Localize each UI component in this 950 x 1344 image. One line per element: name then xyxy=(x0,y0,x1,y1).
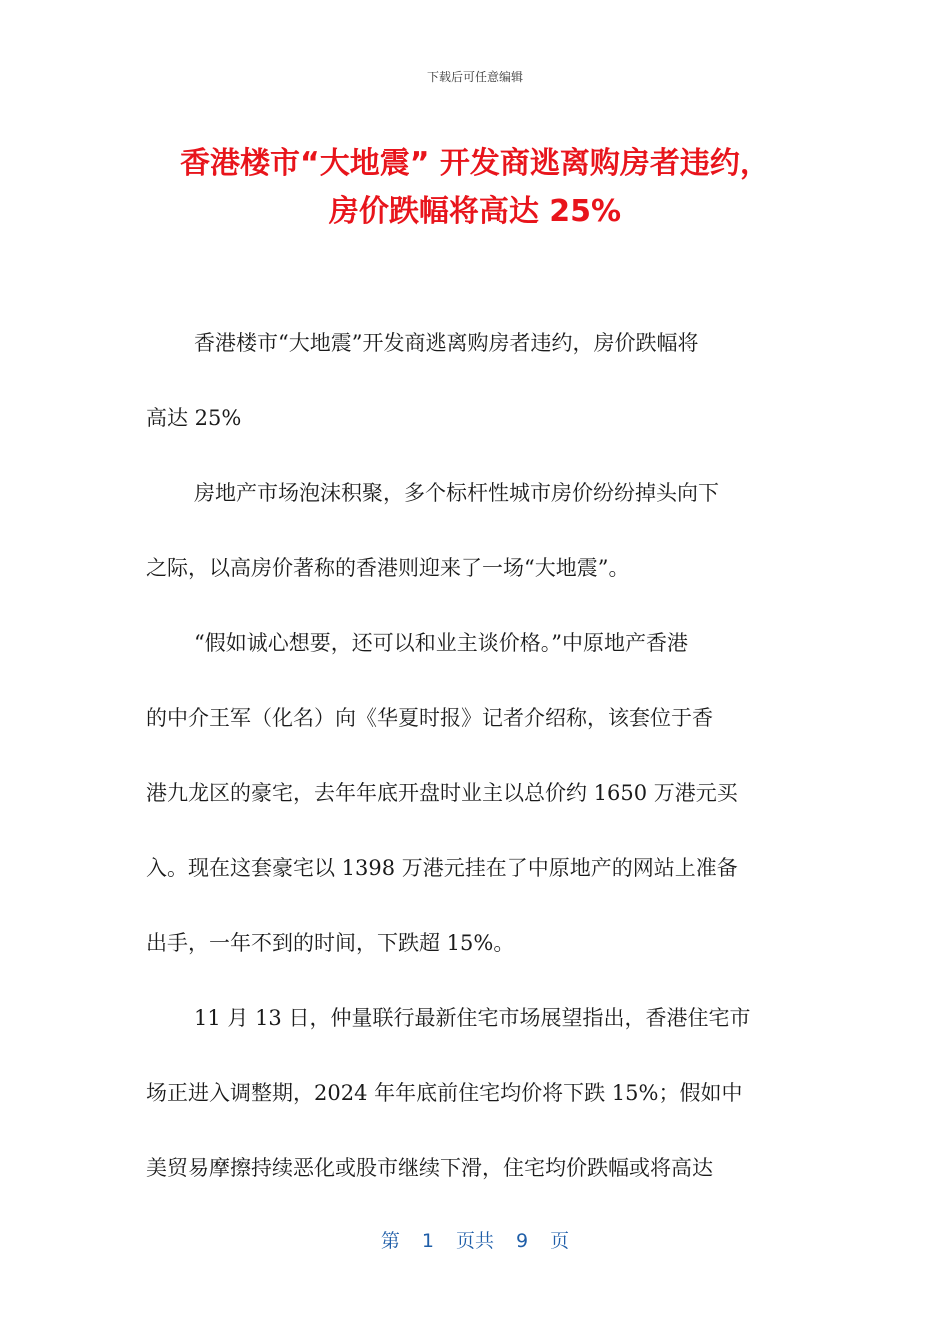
paragraph-4-line-3: 美贸易摩擦持续恶化或股市继续下滑，住宅均价跌幅或将高达 xyxy=(146,1156,713,1180)
paragraph-1-line-2: 高达 25% xyxy=(146,406,242,430)
header-note: 下载后可任意编辑 xyxy=(426,70,523,84)
paragraph-3-line-5: 出手，一年不到的时间，下跌超 15%。 xyxy=(146,931,515,955)
paragraph-2-line-2: 之际，以高房价著称的香港则迎来了一场“大地震”。 xyxy=(146,556,630,580)
paragraph-4-line-1: 11 月 13 日，仲量联行最新住宅市场展望指出，香港住宅市 xyxy=(194,1006,751,1030)
footer-current-page: 1 xyxy=(421,1230,434,1252)
footer-label-page: 第 xyxy=(380,1230,400,1252)
title-line-2: 房价跌幅将高达 25% xyxy=(328,194,622,229)
paragraph-3-line-4: 入。现在这套豪宅以 1398 万港元挂在了中原地产的网站上准备 xyxy=(146,856,738,880)
paragraph-4-line-2: 场正进入调整期，2024 年年底前住宅均价将下跌 15%；假如中 xyxy=(146,1081,743,1105)
paragraph-2-line-1: 房地产市场泡沫积聚，多个标杆性城市房价纷纷掉头向下 xyxy=(194,481,719,505)
paragraph-3-line-2: 的中介王军（化名）向《华夏时报》记者介绍称，该套位于香 xyxy=(146,706,713,730)
document-title xyxy=(120,140,830,236)
paragraph-1-line-1: 香港楼市“大地震”开发商逃离购房者违约，房价跌幅将 xyxy=(194,331,699,355)
footer-label-total: 页共 xyxy=(455,1230,494,1252)
page-footer xyxy=(0,1226,950,1253)
paragraph-3-line-1: “假如诚心想要，还可以和业主谈价格。”中原地产香港 xyxy=(194,631,688,655)
paragraph-3-line-3: 港九龙区的豪宅，去年年底开盘时业主以总价约 1650 万港元买 xyxy=(146,781,738,805)
body-text xyxy=(146,318,806,1218)
footer-total-pages: 9 xyxy=(516,1230,529,1252)
title-line-1: 香港楼市“大地震” 开发商逃离购房者违约， xyxy=(180,146,770,181)
footer-label-end: 页 xyxy=(550,1230,570,1252)
